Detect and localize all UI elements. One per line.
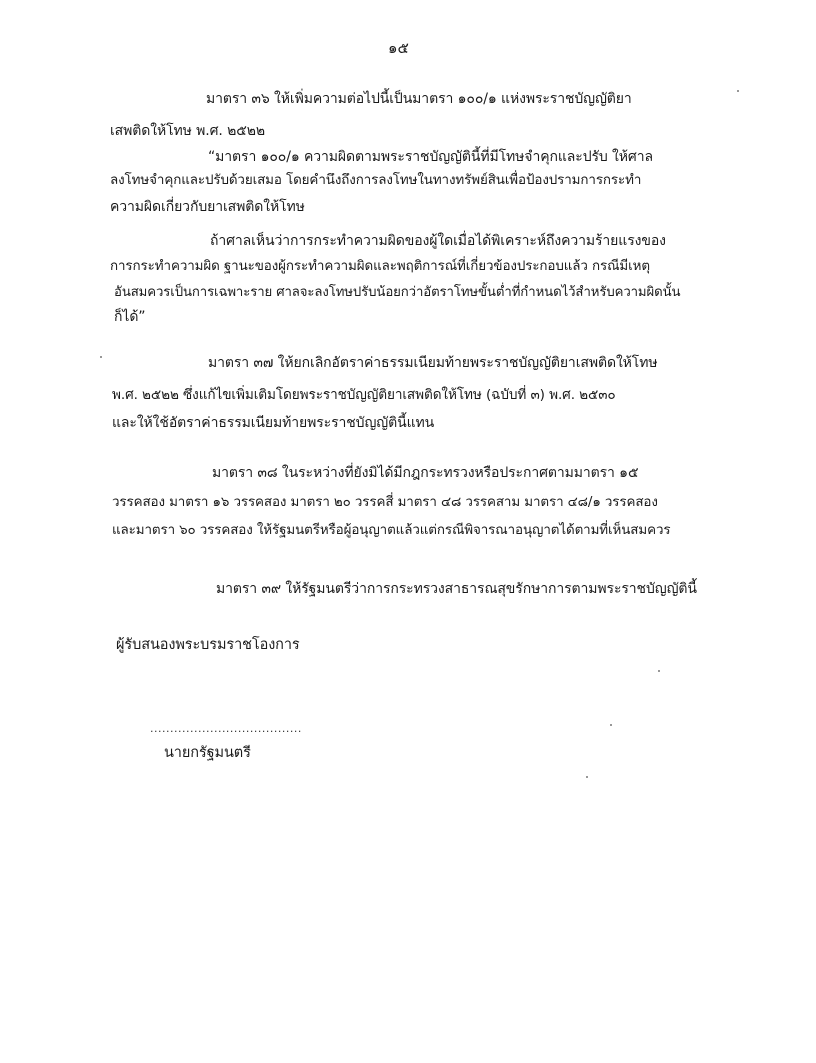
section-36-line-4: ลงโทษจำคุกและปรับด้วยเสมอ โดยคำนึงถึงการลงโทษในทางทรัพย์สินเพื่อป้องปรามการกระทำ bbox=[110, 173, 642, 188]
section-36-line-6: ถ้าศาลเห็นว่าการกระทำความผิดของผู้ใดเมื่อได้พิเคราะห์ถึงความร้ายแรงของ bbox=[210, 233, 666, 249]
signatory-title: นายกรัฐมนตรี bbox=[164, 745, 251, 761]
scan-speck bbox=[586, 776, 588, 778]
section-36-line-2: เสพติดให้โทษ พ.ศ. ๒๕๒๒ bbox=[110, 123, 265, 139]
page-number: ๑๕ bbox=[388, 39, 409, 57]
section-36-line-5: ความผิดเกี่ยวกับยาเสพติดให้โทษ bbox=[110, 199, 305, 215]
section-36-line-9: ก็ได้” bbox=[114, 309, 146, 325]
signature-line: ...................................... bbox=[150, 722, 302, 735]
section-36-line-7: การกระทำความผิด ฐานะของผู้กระทำความผิดและพฤติการณ์ที่เกี่ยวข้องประกอบแล้ว กรณีมีเหตุ bbox=[110, 259, 650, 274]
scan-speck bbox=[658, 670, 660, 672]
section-36-line-3: “มาตรา ๑๐๐/๑ ความผิดตามพระราชบัญญัตินี้ที่มีโทษจำคุกและปรับ ให้ศาล bbox=[208, 149, 653, 165]
scan-speck bbox=[100, 356, 102, 358]
section-38-line-2: วรรคสอง มาตรา ๑๖ วรรคสอง มาตรา ๒๐ วรรคสี่ มาตรา ๔๘ วรรคสาม มาตรา ๔๘/๑ วรรคสอง bbox=[112, 495, 658, 510]
scan-speck bbox=[737, 90, 739, 92]
section-38-line-1: มาตรา ๓๘ ในระหว่างที่ยังมิได้มีกฎกระทรวงหรือประกาศตามมาตรา ๑๕ bbox=[212, 465, 639, 481]
section-37-line-3: และให้ใช้อัตราค่าธรรมเนียมท้ายพระราชบัญญัตินี้แทน bbox=[112, 415, 435, 431]
scan-speck bbox=[610, 724, 612, 726]
section-38-line-3: และมาตรา ๖๐ วรรคสอง ให้รัฐมนตรีหรือผู้อนุญาตแล้วแต่กรณีพิจารณาอนุญาตได้ตามที่เห็นสมควร bbox=[112, 523, 671, 538]
section-39-line-1: มาตรา ๓๙ ให้รัฐมนตรีว่าการกระทรวงสาธารณสุขรักษาการตามพระราชบัญญัตินี้ bbox=[216, 581, 697, 597]
section-36-line-8: อันสมควรเป็นการเฉพาะราย ศาลจะลงโทษปรับน้อยกว่าอัตราโทษขั้นต่ำที่กำหนดไว้สำหรับความผิดนั้น bbox=[114, 285, 681, 300]
countersign-heading: ผู้รับสนองพระบรมราชโองการ bbox=[116, 637, 300, 653]
section-37-line-2: พ.ศ. ๒๕๒๒ ซึ่งแก้ไขเพิ่มเติมโดยพระราชบัญญัติยาเสพติดให้โทษ (ฉบับที่ ๓) พ.ศ. ๒๕๓๐ bbox=[112, 387, 616, 403]
section-37-line-1: มาตรา ๓๗ ให้ยกเลิกอัตราค่าธรรมเนียมท้ายพระราชบัญญัติยาเสพติดให้โทษ bbox=[208, 355, 658, 371]
section-36-line-1: มาตรา ๓๖ ให้เพิ่มความต่อไปนี้เป็นมาตรา ๑๐๐/๑ แห่งพระราชบัญญัติยา bbox=[206, 91, 632, 107]
